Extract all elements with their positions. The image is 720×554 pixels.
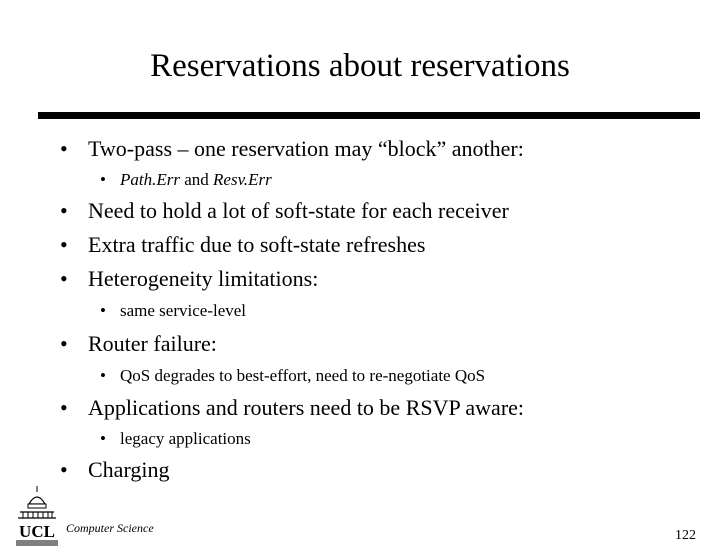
bullet-text: Heterogeneity limitations: bbox=[88, 266, 319, 291]
bullet-dot: • bbox=[100, 170, 106, 189]
sub-bullet-text: legacy applications bbox=[120, 429, 251, 448]
bullet-text: Two-pass – one reservation may “block” another: bbox=[88, 136, 524, 161]
bullet-text: Need to hold a lot of soft-state for each receiver bbox=[88, 198, 509, 223]
bullet-item bbox=[60, 266, 318, 292]
bullet-dot: • bbox=[60, 331, 68, 356]
bullet-dot: • bbox=[60, 395, 68, 420]
footer-department: Computer Science bbox=[66, 521, 154, 535]
bullet-text: Charging bbox=[88, 457, 170, 482]
bullet-dot: • bbox=[100, 301, 106, 320]
sub-bullet-text-and: and bbox=[179, 170, 214, 189]
bullet-dot: • bbox=[60, 136, 68, 161]
sub-bullet-item bbox=[100, 301, 246, 321]
bullet-item bbox=[60, 232, 425, 258]
bullet-item bbox=[60, 457, 169, 483]
bullet-dot: • bbox=[60, 198, 68, 223]
sub-bullet-text-pathErr: Path.Err bbox=[120, 170, 180, 189]
bullet-dot: • bbox=[60, 457, 68, 482]
bullet-dot: • bbox=[100, 429, 106, 448]
sub-bullet-item bbox=[100, 429, 251, 449]
sub-bullet-item bbox=[100, 366, 485, 386]
bullet-text: Router failure: bbox=[88, 331, 217, 356]
sub-bullet-text: QoS degrades to best-effort, need to re-negotiate QoS bbox=[120, 366, 486, 385]
bullet-item bbox=[60, 331, 217, 357]
ucl-logo bbox=[14, 484, 60, 548]
bullet-text: Extra traffic due to soft-state refreshes bbox=[88, 232, 426, 257]
bullet-dot: • bbox=[60, 266, 68, 291]
sub-bullet-text-resvErr: Resv.Err bbox=[213, 170, 272, 189]
bullet-item bbox=[60, 395, 524, 421]
page-number: 122 bbox=[675, 528, 696, 543]
bullet-text: Applications and routers need to be RSVP aware: bbox=[88, 395, 525, 420]
bullet-dot: • bbox=[100, 366, 106, 385]
bullet-dot: • bbox=[60, 232, 68, 257]
bullet-item bbox=[60, 136, 524, 162]
logo-text: UCL bbox=[19, 522, 55, 541]
page-title: Reservations about reservations bbox=[150, 48, 570, 84]
sub-bullet-text: same service-level bbox=[120, 301, 247, 320]
sub-bullet-item bbox=[100, 170, 272, 190]
bullet-item bbox=[60, 198, 509, 224]
